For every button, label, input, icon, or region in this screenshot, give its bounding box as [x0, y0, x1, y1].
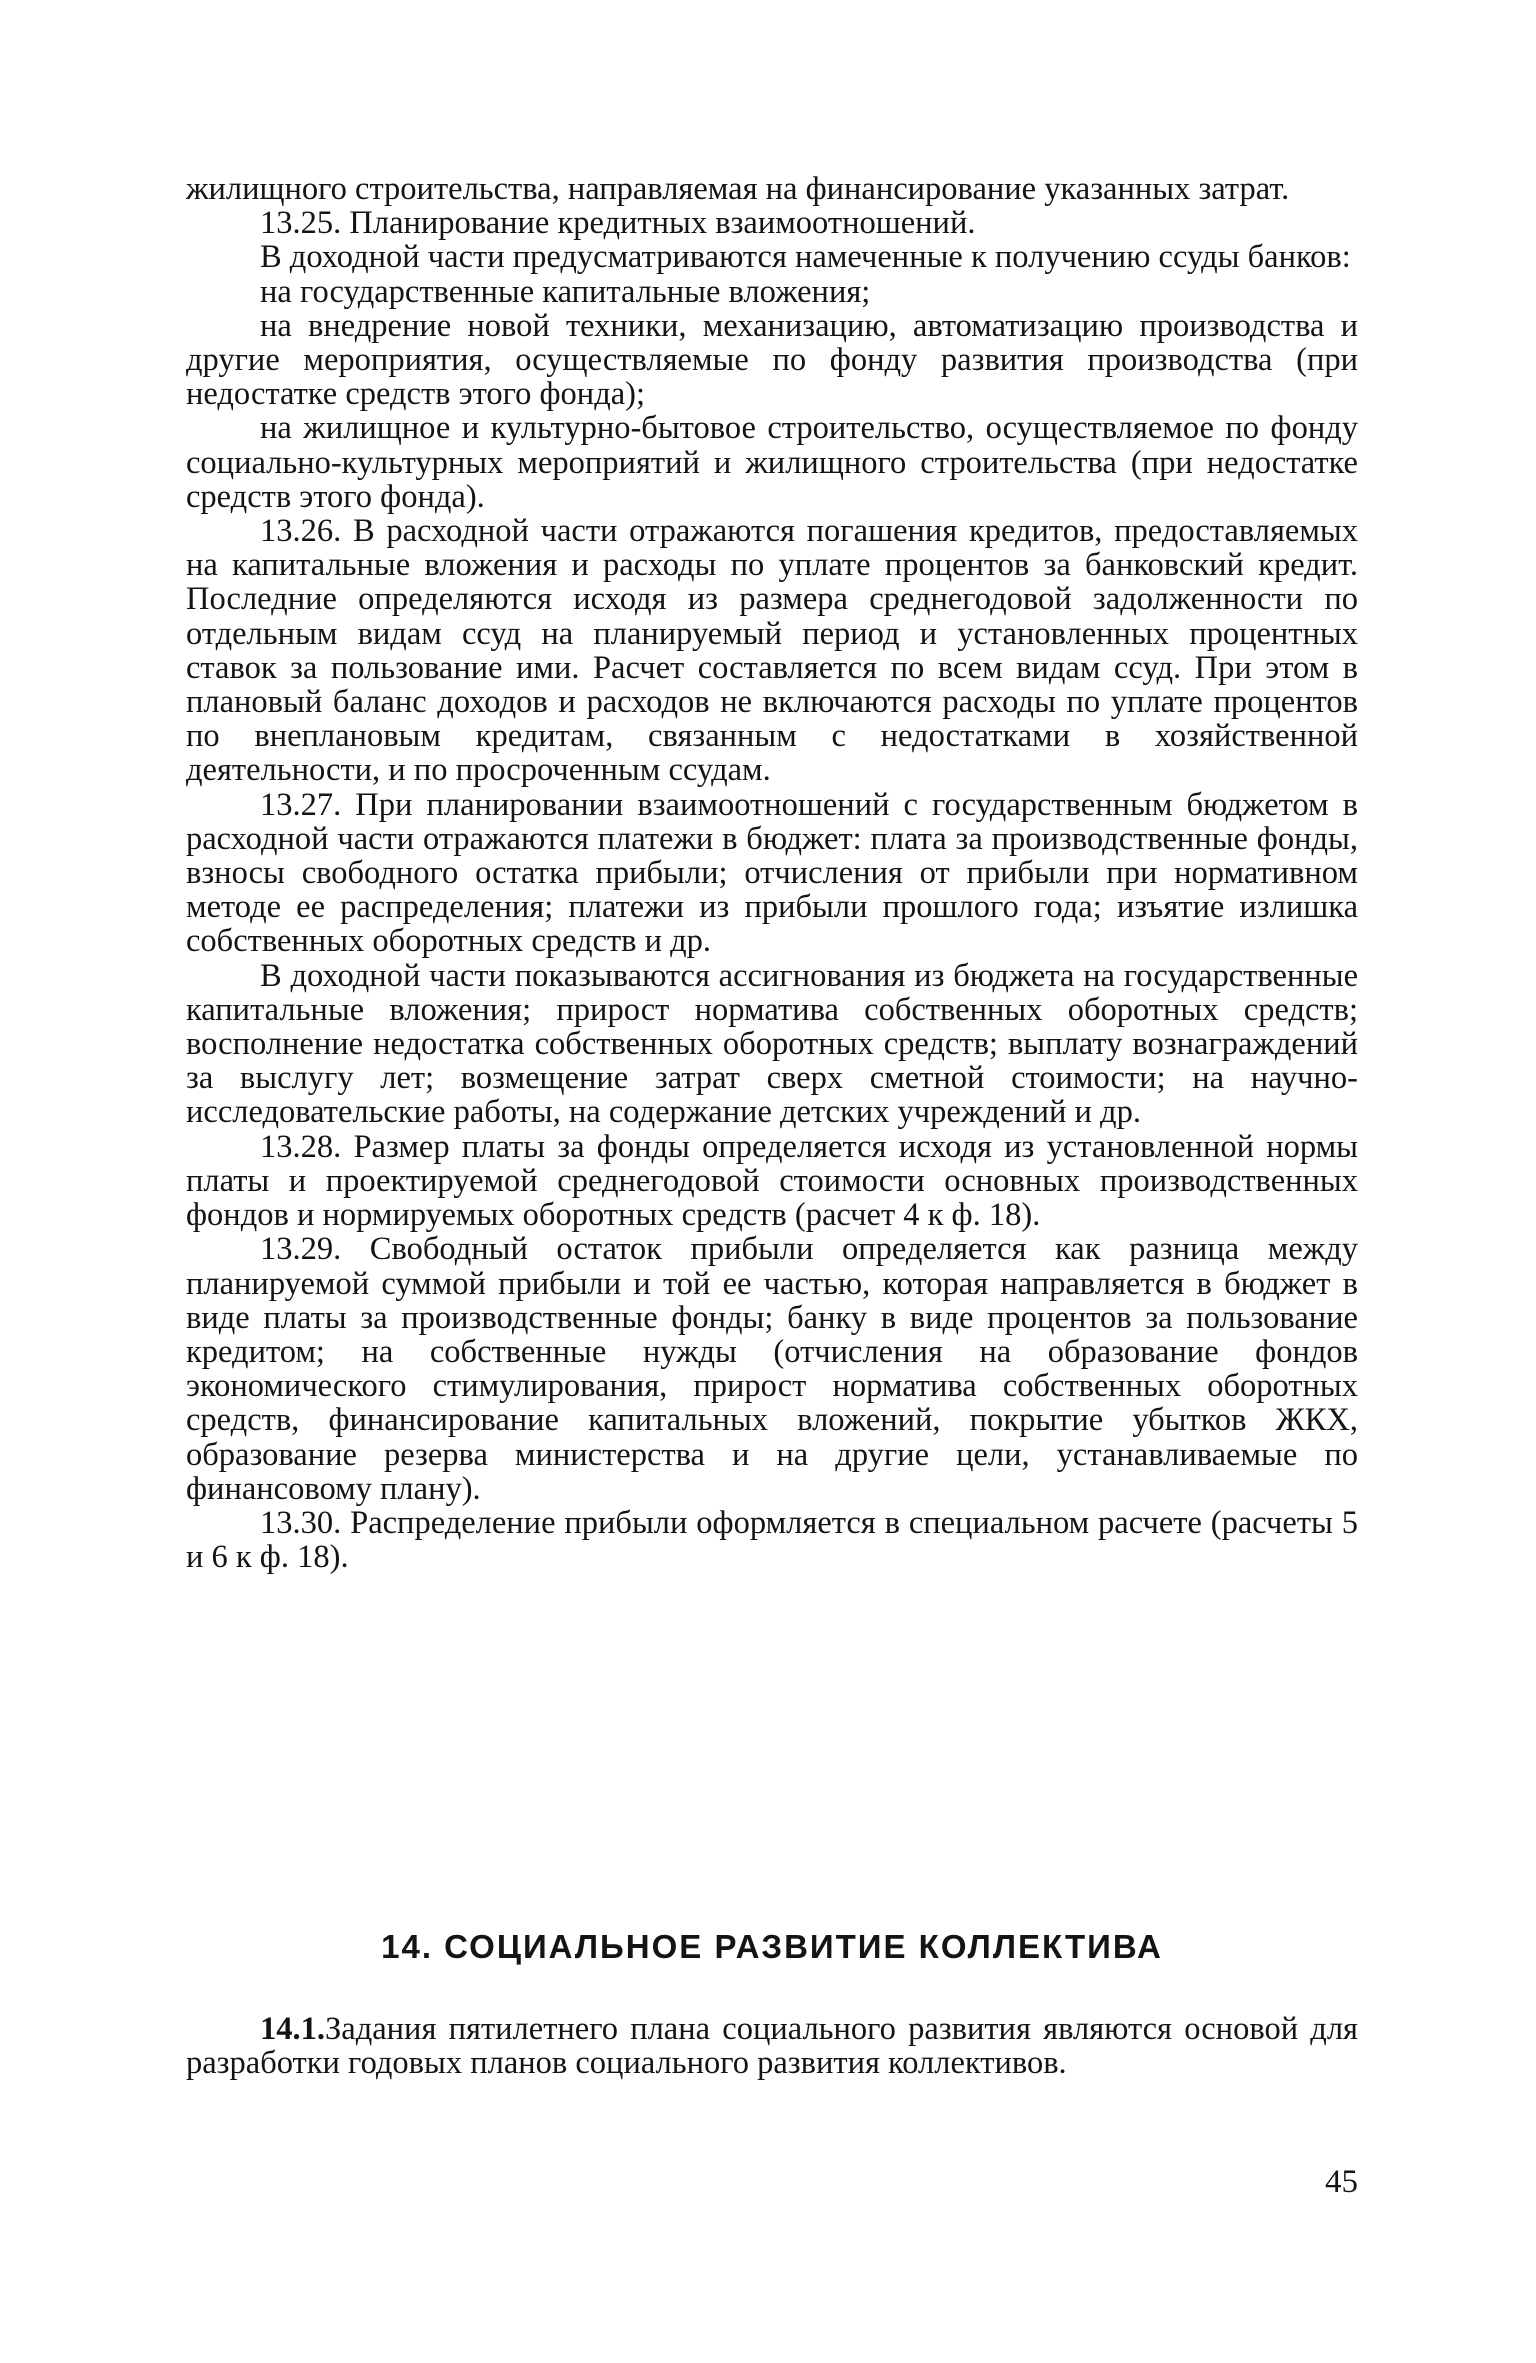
paragraph-14-1-number: 14.1. [260, 2011, 325, 2047]
page-number: 45 [1325, 2164, 1358, 2200]
paragraph-13-27: 13.27. При планировании взаимоотношений с государственным бюджетом в расходной части отражаются платежи в бюджет: плата за производственные фонды, взносы свободного остатка прибыли; отчисления от прибыли при нормативном методе ее распределения; платежи из прибыли прошлого года; изъятие излишка собственных оборотных средств и др. [186, 786, 1358, 960]
main-text-block [186, 172, 1358, 1574]
section-14-body [186, 2012, 1358, 2080]
section-title: 14. СОЦИАЛЬНОЕ РАЗВИТИЕ КОЛЛЕКТИВА [381, 1928, 1163, 1965]
income-item-3: на жилищное и культурно-бытовое строительство, осуществляемое по фонду социально-культурных мероприятий и жилищного строительства (при недостатке средств этого фонда). [186, 410, 1358, 515]
paragraph-13-29: 13.29. Свободный остаток прибыли определяется как разница между планируемой суммой прибыли и той ее частью, которая направляется в бюджет в виде платы за производственные фонды; банку в виде процентов за пользование кредитом; на собственные нужды (отчисления на образование фондов экономического стимулирования, прирост норматива собственных оборотных средств, финансирование капитальных вложений, покрытие убытков ЖКХ, образование резерва министерства и на другие цели, устанавливаемые по финансовому плану). [186, 1231, 1358, 1507]
paragraph-13-27-income: В доходной части показываются ассигнования из бюджета на государственные капитальные вложения; прирост норматива собственных оборотных средств; восполнение недостатка собственных оборотных средств; выплату вознаграждений за выслугу лет; возмещение затрат сверх сметной стоимости; на научно-исследовательские работы, на содержание детских учреждений и др. [186, 957, 1358, 1131]
income-item-2: на внедрение новой техники, механизацию, автоматизацию производства и другие мероприятия, осуществляемые по фонду развития производства (при недостатке средств этого фонда); [186, 307, 1358, 413]
paragraph-13-26: 13.26. В расходной части отражаются погашения кредитов, предоставляемых на капитальные вложения и расходы по уплате процентов за банковский кредит. Последние определяются исходя из размера среднегодовой задолженности по отдельным видам ссуд на планируемый период и установленных процентных ставок за пользование ими. Расчет составляется по всем видам ссуд. При этом в плановый баланс доходов и расходов не включаются расходы по уплате процентов по внеплановым кредитам, связанным с недостатками в хозяйственной деятельности, и по просроченным ссудам. [186, 513, 1358, 789]
income-item-1: на государственные капитальные вложения; [260, 273, 871, 310]
income-intro-paragraph: В доходной части предусматриваются намеченные к получению ссуды банков: [260, 239, 1351, 276]
paragraph-14-1-text: Задания пятилетнего плана социального развития являются основой для разработки годовых планов социального развития коллективов. [186, 2011, 1358, 2082]
continuation-paragraph: жилищного строительства, направляемая на финансирование указанных затрат. [186, 171, 1290, 207]
paragraph-13-28: 13.28. Размер платы за фонды определяется исходя из установленной нормы платы и проектируемой среднегодовой стоимости основных производственных фондов и нормируемых оборотных средств (расчет 4 к ф. 18). [186, 1128, 1358, 1234]
paragraph-13-25: 13.25. Планирование кредитных взаимоотношений. [260, 205, 976, 242]
paragraph-13-30: 13.30. Распределение прибыли оформляется в специальном расчете (расчеты 5 и 6 к ф. 18). [186, 1504, 1358, 1576]
paragraph-14-1 [186, 2012, 1358, 2080]
